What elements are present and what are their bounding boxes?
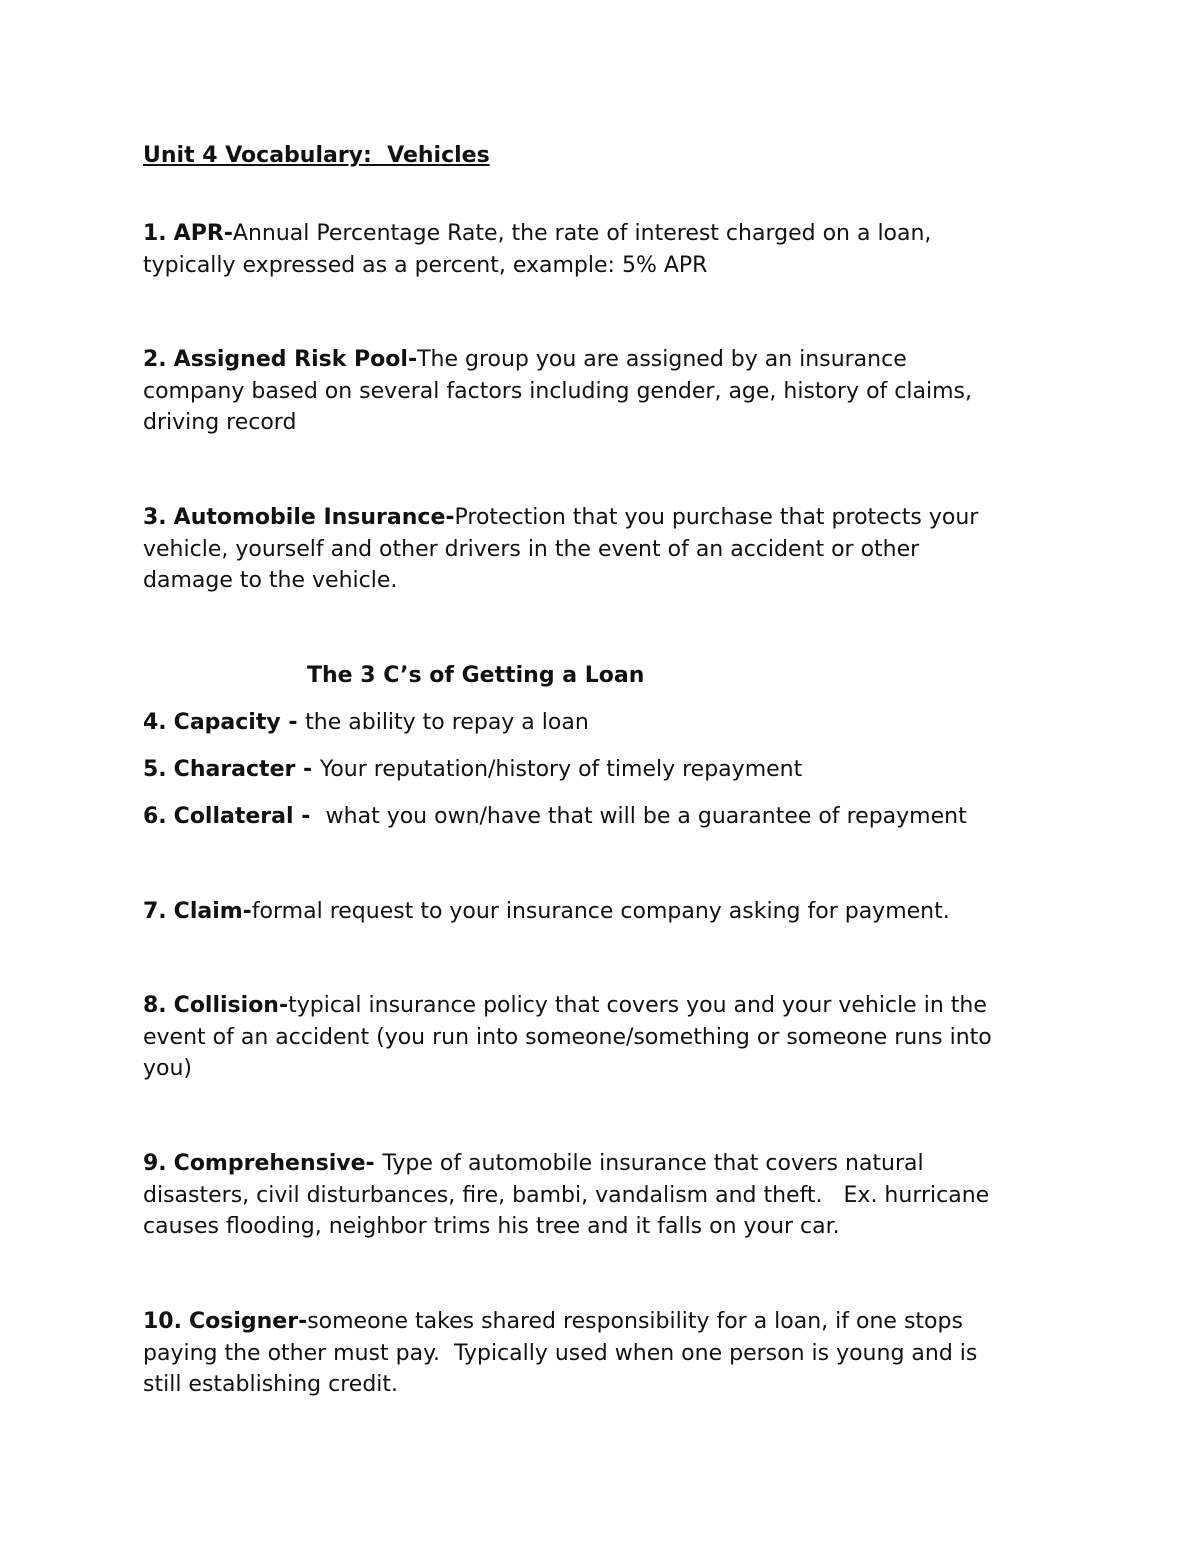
entry-definition-line: damage to the vehicle. [143,568,398,593]
entry-definition-line: what you own/have that will be a guarantee of repayment [325,804,967,829]
entry-separator: - [298,1309,308,1334]
entry-definition-line: event of an accident (you run into someone/something or someone runs into [143,1024,992,1050]
entry-term: Collateral [173,804,294,829]
entry-definition-line: driving record [143,410,297,435]
entry-separator: - [280,710,306,735]
entry-separator: - [407,347,418,372]
entry-definition-line: vehicle, yourself and other drivers in the event of an accident or other [143,536,920,562]
entry-term: Automobile Insurance [173,505,446,530]
entry-term: Character [173,757,296,782]
vocab-entry-assigned-risk-pool [143,344,1063,439]
vocab-entry-collision [143,990,1063,1085]
entry-definition-line: still establishing credit. [143,1372,399,1397]
entry-separator: - [223,221,233,246]
entry-term: Cosigner [188,1309,299,1334]
entry-definition-line: Annual Percentage Rate, the rate of interest charged on a loan, [232,221,932,246]
entry-number: 3. [143,505,167,530]
entry-definition-line: company based on several factors including gender, age, history of claims, [143,378,972,404]
entry-number: 1. [143,221,167,246]
entry-definition-line: you) [143,1056,193,1081]
entry-term: Claim [173,899,243,924]
entry-definition-line: formal request to your insurance company asking for payment. [251,899,950,924]
entry-separator: - [295,757,320,782]
section-heading: The 3 C’s of Getting a Loan [307,663,645,688]
vocab-entry-character [143,754,1063,786]
entry-number: 6. [143,804,167,829]
entry-number: 10. [143,1309,182,1334]
entry-definition-line: Protection that you purchase that protects your [454,505,979,530]
entry-definition-line: typically expressed as a percent, example: 5% APR [143,252,708,278]
entry-separator: - [293,804,326,829]
vocab-entry-capacity [143,707,1063,739]
entry-separator: - [278,993,289,1018]
entry-number: 5. [143,757,167,782]
vocab-entry-claim [143,896,1063,928]
entry-definition-line: disasters, civil disturbances, fire, bambi, vandalism and theft. Ex. hurricane [143,1182,990,1208]
entry-term: Comprehensive [173,1151,366,1176]
entry-definition-line: Your reputation/history of timely repayment [319,757,803,782]
entry-definition-line: the ability to repay a loan [305,710,589,735]
vocab-entry-automobile-insurance [143,502,1063,597]
entry-separator: - [242,899,252,924]
entry-number: 4. [143,710,167,735]
entry-term: Capacity [173,710,281,735]
vocab-entry-cosigner [143,1306,1063,1401]
entry-number: 9. [143,1151,167,1176]
entry-definition-line: someone takes shared responsibility for a loan, if one stops [307,1309,963,1334]
entry-definition-line: Type of automobile insurance that covers natural [382,1151,924,1176]
entry-definition-line: paying the other must pay. Typically used when one person is young and is [143,1340,978,1366]
entry-separator: - [365,1151,383,1176]
entry-term: APR [173,221,224,246]
entry-number: 7. [143,899,167,924]
entry-term: Collision [173,993,279,1018]
page-title: Unit 4 Vocabulary: Vehicles [143,143,490,168]
vocab-entry-collateral [143,801,1063,833]
entry-definition-line: typical insurance policy that covers you and your vehicle in the [288,993,987,1018]
entry-separator: - [445,505,455,530]
entry-definition-line: causes flooding, neighbor trims his tree and it falls on your car. [143,1214,840,1239]
vocab-entry-comprehensive [143,1148,1063,1243]
entry-definition-line: The group you are assigned by an insurance [417,347,907,372]
entry-number: 2. [143,347,167,372]
entry-number: 8. [143,993,167,1018]
entry-term: Assigned Risk Pool [173,347,408,372]
vocab-entry-apr [143,218,1063,281]
